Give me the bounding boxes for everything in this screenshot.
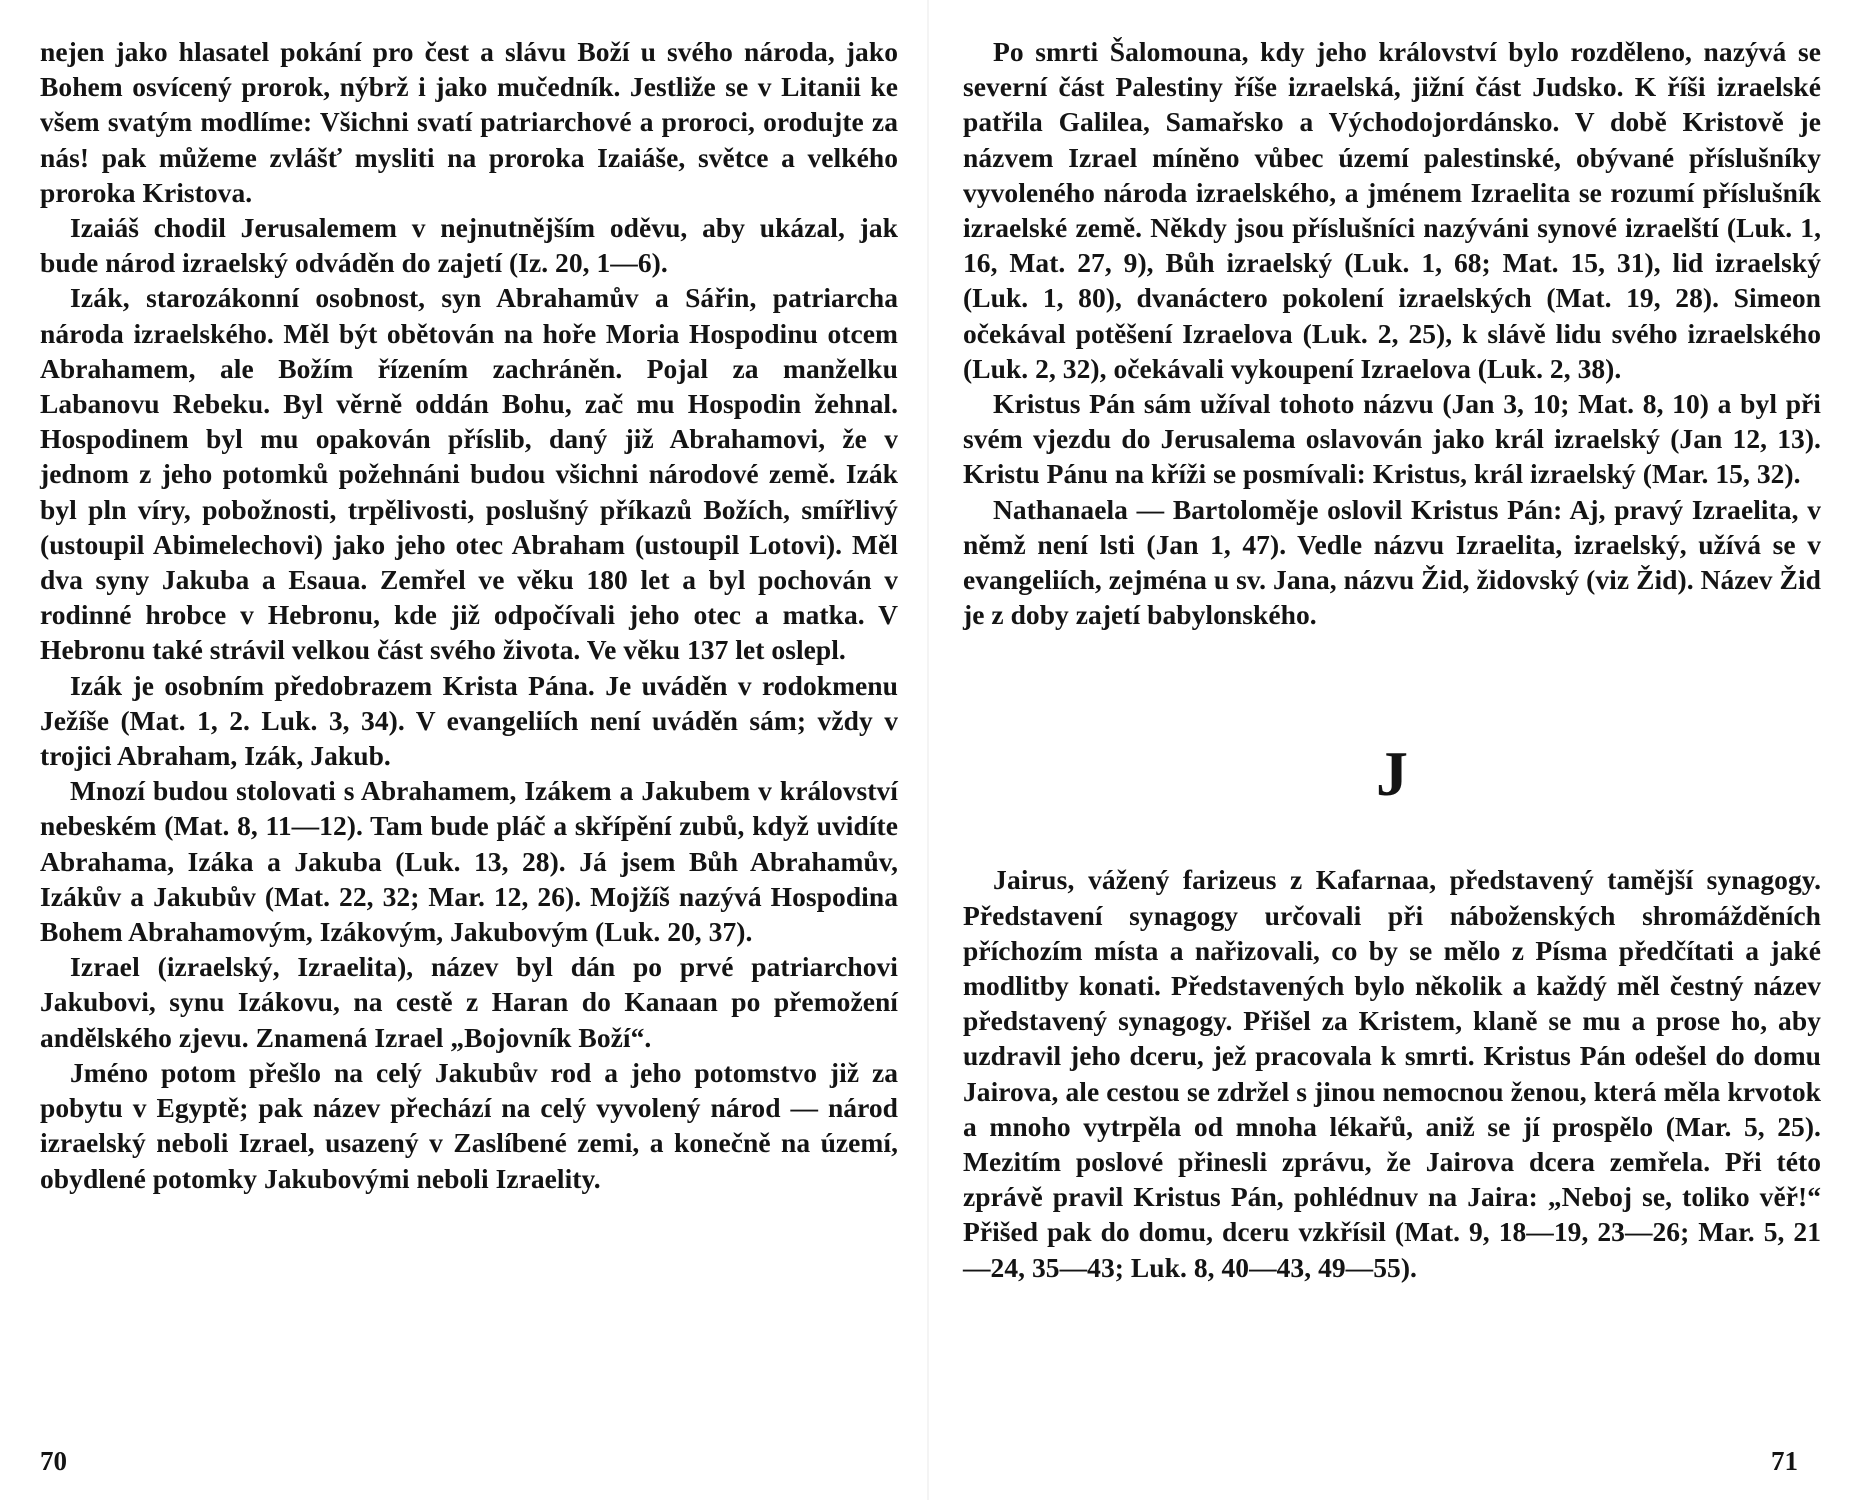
entry-text: starozákonní osobnost, syn Abrahamův a Sářin, patriarcha národa izraelského. Měl být obětován na hoře Moria Hospodinu otcem Abrahamem, ale Božím řízením zachráněn. Pojal za manželku Labanovu Rebeku. Byl věrně oddán Bohu, zač mu Hospodin žehnal. Hospodinem byl mu opakován příslib, daný již Abrahamovi, že v jednom z jeho potomků požehnáni budou všichni národové země. Izák byl pln víry, pobožnosti, trpělivosti, poslušný příkazů Božích, smířlivý (ustoupil Abimelechovi) jako jeho otec Abraham (ustoupil Lotovi). Měl dva syny Jakuba a Esaua. Zemřel ve věku 180 let a byl pochován v rodinné hrobce v Hebronu, kde již odpočívali jeho otec a matka. V Hebronu také strávil velkou část svého života. Ve věku 137 let oslepl.: [40, 282, 898, 666]
entry-text: (izraelský, Izraelita), název byl dán po prvé patriarchovi Jakubovi, synu Izákovu, na cestě z Haran do Kanaan po přemožení andělského zjevu. Znamená Izrael „Bojovník Boží“.: [40, 951, 898, 1053]
paragraph: Nathanaela — Bartoloměje oslovil Kristus Pán: Aj, pravý Izraelita, v němž není lsti (Jan 1, 47). Vedle názvu Izraelita, izraelský, užívá se v evangeliích, zejména u sv. Jana, názvu Žid, židovský (viz Žid). Název Žid je z doby zajetí babylonského.: [963, 493, 1821, 631]
entry-text: vážený farizeus z Kafarnaa, představený tamější synagogy. Představení synagogy určovali při náboženských shromážděních příchozím místa a nařizovali, co by se mělo z Písma předčítati a jaké modlitby konati. Představených bylo několik a každý měl čestný název představený synagogy. Přišel za Kristem, klaně se mu a prose ho, aby uzdravil jeho dceru, jež pracovala k smrti. Kristus Pán odešel do domu Jairova, ale cestou se zdržel s jinou nemocnou ženou, která měla krvotok a mnoho vytrpěla od mnoha lékařů, aniž se jí prospělo (Mar. 5, 25). Mezitím poslové přinesli zprávu, že Jairova dcera zemřela. Při této zprávě pravil Kristus Pán, pohlédnuv na Jaira: „Neboj se, toliko věř!“ Přišed pak do domu, dceru vzkřísil (Mat. 9, 18—19, 23—26; Mar. 5, 21—24, 35—43; Luk. 8, 40—43, 49—55).: [963, 864, 1821, 1283]
paragraph: nejen jako hlasatel pokání pro čest a slávu Boží u svého národa, jako Bohem osvícený prorok, nýbrž i jako mučedník. Jestliže se v Litanii ke všem svatým modlíme: Všichni svatí patriarchové a proroci, orodujte za nás! pak můžeme zvlášť mysliti na proroka Izaiáše, světce a velkého proroka Kristova.: [40, 36, 898, 208]
entry-izrael: [40, 949, 898, 1055]
paragraph: Po smrti Šalomouna, kdy jeho království bylo rozděleno, nazývá se severní část Palestiny říše izraelská, jižní část Judsko. K říši izraelské patřila Galilea, Samařsko a Východojordánsko. V době Kristově je názvem Izrael míněno vůbec území palestinské, obývané příslušníky vyvoleného národa izraelského, a jménem Izraelita se rozumí příslušník izraelské země. Někdy jsou příslušníci nazýváni synové izraelští (Luk. 1, 16, Mat. 27, 9), Bůh izraelský (Luk. 1, 68; Mat. 15, 31), lid izraelský (Luk. 1, 80), dvanáctero pokolení izraelských (Mat. 19, 28). Simeon očekával potěšení Izraelova (Luk. 2, 25), k slávě lidu svého izraelského (Luk. 2, 32), očekávali vykoupení Izraelova (Luk. 2, 38).: [963, 36, 1821, 384]
entry-jairus: [963, 862, 1821, 1284]
entry-term: Izák,: [70, 282, 130, 314]
section-letter-heading: J: [1375, 738, 1409, 810]
right-text-column: [963, 34, 1821, 1285]
paragraph: Kristus Pán sám užíval tohoto názvu (Jan 3, 10; Mat. 8, 10) a byl při svém vjezdu do Jerusalema oslavován jako král izraelský (Jan 12, 13). Kristu Pánu na kříži se posmívali: Kristus, král izraelský (Mar. 15, 32).: [963, 388, 1821, 490]
paragraph: Izák je osobním předobrazem Krista Pána. Je uváděn v rodokmenu Ježíše (Mat. 1, 2. Luk. 3, 34). V evangeliích není uváděn sám; vždy v trojici Abraham, Izák, Jakub.: [40, 669, 898, 772]
left-text-column: [40, 34, 898, 1196]
paragraph: Izaiáš chodil Jerusalemem v nejnutnějším oděvu, aby ukázal, jak bude národ izraelský odváděn do zajetí (Iz. 20, 1—6).: [40, 212, 898, 279]
right-page: [928, 0, 1856, 1500]
paragraph: Mnozí budou stolovati s Abrahamem, Izákem a Jakubem v království nebeském (Mat. 8, 11—12). Tam bude pláč a skřípění zubů, když uvidíte Abrahama, Izáka a Jakuba (Luk. 13, 28). Já jsem Bůh Abrahamův, Izákův a Jakubův (Mat. 22, 32; Mar. 12, 26). Mojžíš nazývá Hospodina Bohem Abrahamovým, Izákovým, Jakubovým (Luk. 20, 37).: [40, 775, 898, 948]
page-number-right: 71: [1771, 1446, 1798, 1476]
page-number-left: 70: [40, 1446, 67, 1476]
entry-term: Jairus,: [993, 864, 1075, 896]
paragraph: Jméno potom přešlo na celý Jakubův rod a jeho potomstvo již za pobytu v Egyptě; pak název přechází na celý vyvolený národ — národ izraelský neboli Izrael, usazený v Zaslíbené zemi, a konečně na území, obydlené potomky Jakubovými neboli Izraelity.: [40, 1056, 898, 1194]
entry-term: Izrael: [70, 951, 140, 983]
entry-izak: [40, 280, 898, 667]
